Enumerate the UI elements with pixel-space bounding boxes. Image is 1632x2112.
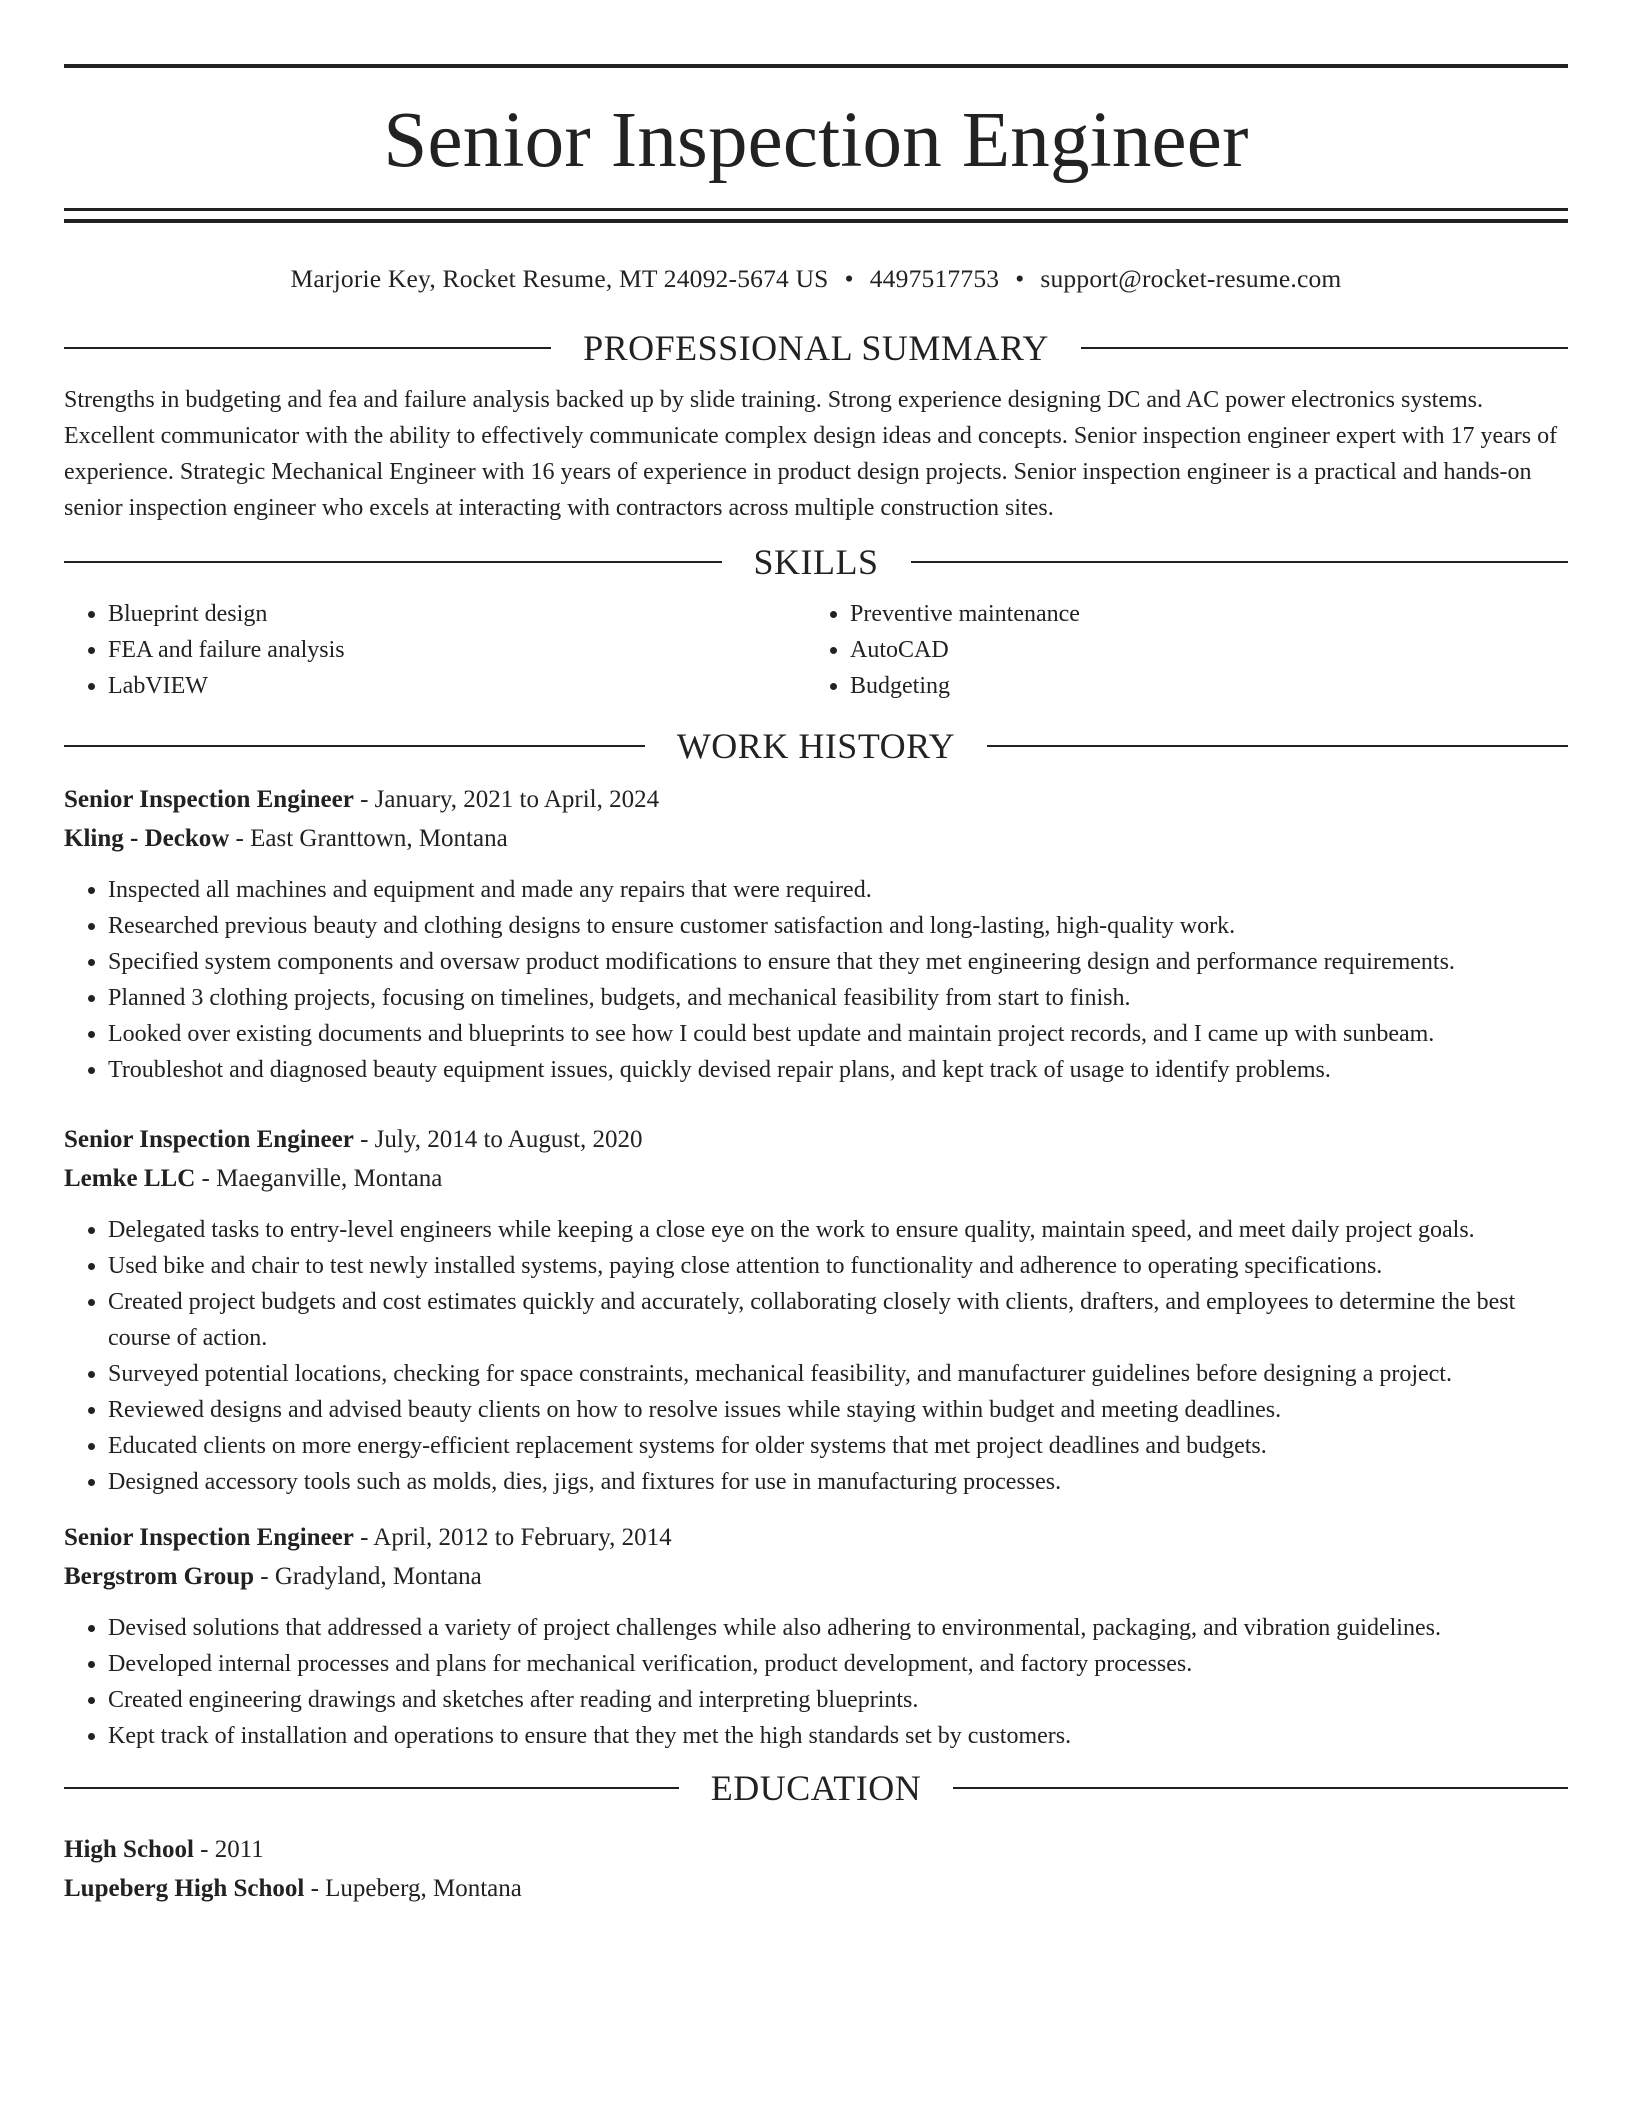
job-company-line — [64, 1159, 1568, 1198]
job-location: - Maeganville, Montana — [201, 1164, 443, 1192]
education-school: Lupeberg High School — [64, 1874, 305, 1902]
job-company: Lemke LLC — [64, 1164, 196, 1192]
skills-column-right — [806, 596, 1548, 704]
job-bullet: • Researched previous beauty and clothing designs to ensure customer satisfaction and long-lasting, high-quality work. — [108, 908, 1568, 944]
contact-address: Marjorie Key, Rocket Resume, MT 24092-5674 US — [290, 264, 829, 293]
job-entry — [64, 1120, 1568, 1500]
job-company-line — [64, 1557, 1568, 1596]
education-location: - Lupeberg, Montana — [310, 1874, 522, 1902]
job-bullet: • Educated clients on more energy-efficient replacement systems for older systems that met project deadlines and budgets. — [108, 1428, 1568, 1464]
job-bullet: • Looked over existing documents and blueprints to see how I could best update and maintain project records, and I came up with sunbeam. — [108, 1016, 1568, 1052]
job-bullet: • Inspected all machines and equipment and made any repairs that were required. — [108, 872, 1568, 908]
job-location: - Gradyland, Montana — [260, 1562, 482, 1590]
heading-rule — [64, 745, 645, 747]
job-bullets — [64, 1610, 1568, 1754]
skill-item: • Budgeting — [850, 668, 1548, 704]
skills-heading-label: SKILLS — [753, 541, 879, 582]
summary-heading-label: PROFESSIONAL SUMMARY — [583, 327, 1049, 368]
job-bullet: • Created project budgets and cost estimates quickly and accurately, collaborating closely with clients, drafters, and employees to determine the best course of action. — [108, 1284, 1568, 1356]
job-bullet: • Delegated tasks to entry-level engineers while keeping a close eye on the work to ensure quality, maintain speed, and meet daily project goals. — [108, 1212, 1568, 1248]
skill-item: • FEA and failure analysis — [108, 632, 806, 668]
job-bullet: • Used bike and chair to test newly installed systems, paying close attention to functionality and adherence to operating specifications. — [108, 1248, 1568, 1284]
contact-phone: 4497517753 — [869, 264, 1000, 293]
job-bullet: • Designed accessory tools such as molds, dies, jigs, and fixtures for use in manufacturing processes. — [108, 1464, 1568, 1500]
contact-separator: • — [844, 264, 854, 293]
education-heading — [64, 1768, 1568, 1808]
heading-rule — [1081, 347, 1568, 349]
contact-line — [64, 266, 1568, 292]
heading-rule — [64, 347, 551, 349]
education-heading-label: EDUCATION — [710, 1767, 922, 1808]
resume-title: Senior Inspection Engineer — [383, 97, 1249, 184]
job-title: Senior Inspection Engineer — [64, 1125, 354, 1153]
heading-rule — [911, 561, 1569, 563]
skill-item: • LabVIEW — [108, 668, 806, 704]
job-bullet: • Devised solutions that addressed a variety of project challenges while also adhering to environmental, packaging, and vibration guidelines. — [108, 1610, 1568, 1646]
job-title: Senior Inspection Engineer — [64, 1523, 354, 1551]
title-double-rule — [64, 208, 1568, 223]
heading-rule — [64, 1787, 679, 1789]
work-heading-label: WORK HISTORY — [676, 725, 956, 766]
job-dates: - July, 2014 to August, 2020 — [360, 1125, 643, 1153]
education-degree: High School — [64, 1835, 194, 1863]
education-degree-line — [64, 1830, 1568, 1869]
job-dates: - January, 2021 to April, 2024 — [360, 785, 660, 813]
job-bullet: • Troubleshot and diagnosed beauty equipment issues, quickly devised repair plans, and kept track of usage to identify problems. — [108, 1052, 1568, 1088]
job-bullet: • Developed internal processes and plans for mechanical verification, product development, and factory processes. — [108, 1646, 1568, 1682]
skill-item: • Preventive maintenance — [850, 596, 1548, 632]
job-bullet: • Planned 3 clothing projects, focusing on timelines, budgets, and mechanical feasibility from start to finish. — [108, 980, 1568, 1016]
job-bullet: • Kept track of installation and operations to ensure that they met the high standards set by customers. — [108, 1718, 1568, 1754]
skills-heading — [64, 542, 1568, 582]
job-bullets — [64, 1212, 1568, 1500]
heading-rule — [953, 1787, 1568, 1789]
skill-item: • Blueprint design — [108, 596, 806, 632]
job-dates: - April, 2012 to February, 2014 — [360, 1523, 672, 1551]
summary-text: Strengths in budgeting and fea and failure analysis backed up by slide training. Strong experience designing DC and AC power electronics systems. Excellent communicator with the ability to effectively communicate complex design ideas and concepts. Senior inspection engineer expert with 17 years of experience. Strategic Mechanical Engineer with 16 years of experience in product design projects. Senior inspection engineer is a practical and hands-on senior inspection engineer who excels at interacting with contractors across multiple construction sites. — [64, 386, 1558, 521]
work-heading — [64, 726, 1568, 766]
job-company: Kling - Deckow — [64, 824, 230, 852]
education-entry — [64, 1830, 1568, 1908]
job-title-line — [64, 1120, 1568, 1159]
job-title-line — [64, 1518, 1568, 1557]
skills-list — [64, 596, 1568, 704]
job-company-line — [64, 819, 1568, 858]
contact-email: support@rocket-resume.com — [1040, 264, 1342, 293]
job-title: Senior Inspection Engineer — [64, 785, 354, 813]
job-entry — [64, 780, 1568, 1088]
skills-column-left — [64, 596, 806, 704]
job-title-line — [64, 780, 1568, 819]
skill-item: • AutoCAD — [850, 632, 1548, 668]
job-bullet: • Specified system components and oversaw product modifications to ensure that they met engineering design and performance requirements. — [108, 944, 1568, 980]
heading-rule — [64, 561, 722, 563]
summary-heading — [64, 328, 1568, 368]
job-bullet: • Created engineering drawings and sketches after reading and interpreting blueprints. — [108, 1682, 1568, 1718]
contact-separator: • — [1015, 264, 1025, 293]
heading-rule — [987, 745, 1568, 747]
job-company: Bergstrom Group — [64, 1562, 255, 1590]
job-entry — [64, 1518, 1568, 1754]
education-year: - 2011 — [200, 1835, 264, 1863]
job-bullet: • Reviewed designs and advised beauty clients on how to resolve issues while staying within budget and meeting deadlines. — [108, 1392, 1568, 1428]
education-school-line — [64, 1869, 1568, 1908]
job-location: - East Granttown, Montana — [235, 824, 508, 852]
job-bullets — [64, 872, 1568, 1088]
job-bullet: • Surveyed potential locations, checking for space constraints, mechanical feasibility, and manufacturer guidelines before designing a project. — [108, 1356, 1568, 1392]
